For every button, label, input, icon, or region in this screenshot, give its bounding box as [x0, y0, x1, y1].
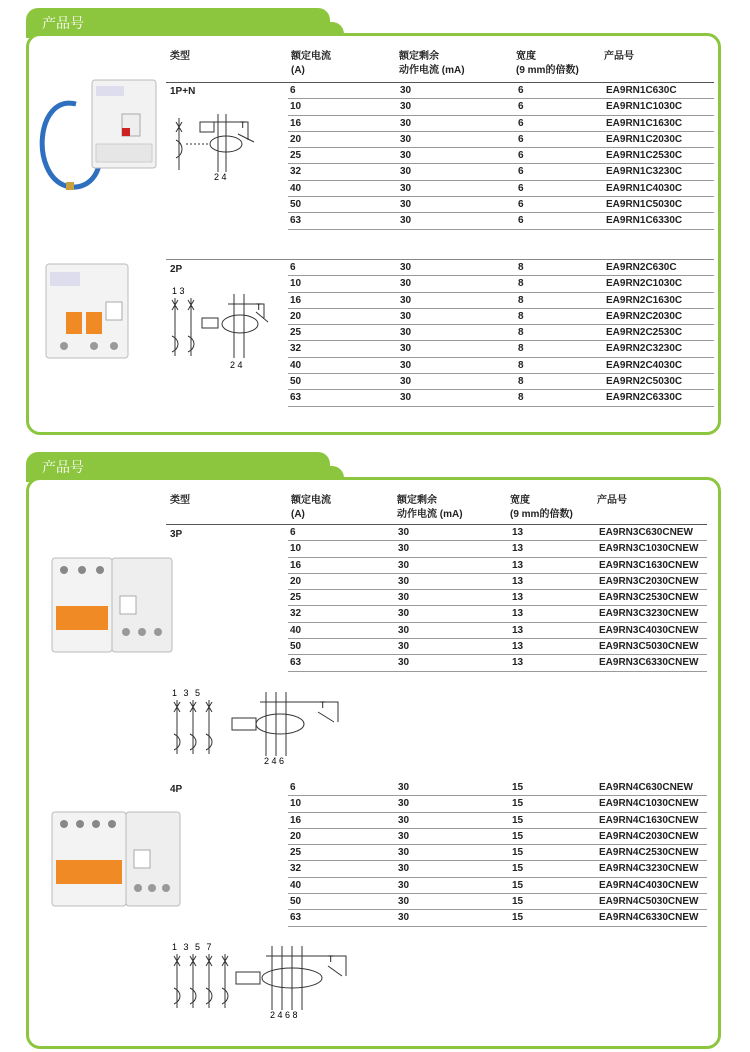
rated-current-cell: 6 [290, 527, 296, 538]
product-code-cell: EA9RN4C2530CNEW [599, 847, 699, 859]
table-row [288, 148, 714, 164]
width-cell: 13 [512, 559, 524, 571]
table-row [288, 390, 714, 406]
header-current-unit: (A) [291, 65, 305, 76]
header-current-2 [291, 494, 331, 522]
table-row [288, 606, 707, 622]
table-group-1p-n [288, 83, 714, 230]
width-cell: 8 [518, 327, 524, 339]
width-cell: 13 [512, 657, 524, 669]
wiring-diagram-3p [168, 688, 348, 768]
product-code-cell: EA9RN4C2030CNEW [599, 830, 699, 842]
wiring-diagram-1p-n [168, 110, 278, 190]
width-cell: 8 [518, 392, 524, 404]
product-code-cell: EA9RN2C2530C [606, 327, 683, 339]
diagram-4-top-terminals: 1 3 5 7 [172, 942, 212, 952]
table-group-3p [288, 525, 707, 672]
rated-current-cell: 50 [290, 376, 302, 388]
width-cell: 13 [512, 527, 524, 538]
group-type-4: 4P [170, 784, 183, 795]
table-row [288, 276, 714, 292]
product-code-cell: EA9RN3C2030CNEW [599, 575, 699, 587]
rated-current-cell: 25 [290, 327, 302, 339]
width-cell: 6 [518, 215, 524, 227]
residual-current-cell: 30 [398, 543, 410, 555]
width-cell: 8 [518, 294, 524, 306]
residual-current-cell: 30 [400, 294, 412, 306]
table-row [288, 861, 707, 877]
table-row [288, 99, 714, 115]
width-cell: 8 [518, 376, 524, 388]
residual-current-cell: 30 [400, 376, 412, 388]
header-residual-label: 额定剩余 [399, 51, 439, 62]
product-code-cell: EA9RN2C1630C [606, 294, 683, 306]
table-row [288, 116, 714, 132]
width-cell: 6 [518, 199, 524, 211]
residual-current-cell: 30 [398, 782, 410, 793]
header-current-1 [291, 50, 331, 78]
product-code-cell: EA9RN3C4030CNEW [599, 624, 699, 636]
width-cell: 8 [518, 278, 524, 290]
product-code-cell: EA9RN3C3230CNEW [599, 608, 699, 620]
table-row [288, 213, 714, 229]
product-code-cell: EA9RN3C5030CNEW [599, 641, 699, 653]
rated-current-cell: 40 [290, 879, 302, 891]
width-cell: 15 [512, 798, 524, 810]
section-title-2: 产品号 [42, 459, 84, 475]
product-code-cell: EA9RN4C1030CNEW [599, 798, 699, 810]
product-code-cell: EA9RN2C6330C [606, 392, 683, 404]
rated-current-cell: 63 [290, 912, 302, 924]
rated-current-cell: 25 [290, 847, 302, 859]
product-code-cell: EA9RN2C2030C [606, 310, 683, 322]
product-code-cell: EA9RN2C1030C [606, 278, 683, 290]
width-cell: 13 [512, 624, 524, 636]
rated-current-cell: 32 [290, 343, 302, 355]
width-cell: 13 [512, 575, 524, 587]
header-width-unit: (9 mm的倍数) [516, 65, 579, 76]
rated-current-cell: 16 [290, 559, 302, 571]
table-group-4p [288, 780, 707, 927]
product-code-cell: EA9RN3C2530CNEW [599, 592, 699, 604]
width-cell: 13 [512, 543, 524, 555]
rated-current-cell: 63 [290, 657, 302, 669]
rated-current-cell: 20 [290, 575, 302, 587]
rated-current-cell: 6 [290, 85, 296, 96]
residual-current-cell: 30 [398, 847, 410, 859]
residual-current-cell: 30 [398, 814, 410, 826]
residual-current-cell: 30 [400, 199, 412, 211]
table-row [288, 341, 714, 357]
table-row [288, 639, 707, 655]
width-cell: 8 [518, 359, 524, 371]
rated-current-cell: 63 [290, 215, 302, 227]
residual-current-cell: 30 [400, 392, 412, 404]
diagram-2-test-label: T [256, 302, 262, 312]
rated-current-cell: 16 [290, 294, 302, 306]
table-row [288, 590, 707, 606]
rated-current-cell: 50 [290, 641, 302, 653]
width-cell: 15 [512, 814, 524, 826]
header-width-1 [516, 50, 579, 78]
residual-current-cell: 30 [400, 166, 412, 178]
rated-current-cell: 16 [290, 117, 302, 129]
table-row [288, 845, 707, 861]
residual-current-cell: 30 [398, 863, 410, 875]
table-row [288, 374, 714, 390]
residual-current-cell: 30 [398, 641, 410, 653]
header-current-unit-2: (A) [291, 509, 305, 520]
residual-current-cell: 30 [400, 150, 412, 162]
residual-current-cell: 30 [400, 215, 412, 227]
rated-current-cell: 25 [290, 150, 302, 162]
residual-current-cell: 30 [398, 912, 410, 924]
rated-current-cell: 50 [290, 896, 302, 908]
rated-current-cell: 32 [290, 608, 302, 620]
width-cell: 6 [518, 166, 524, 178]
product-image-2p [44, 262, 130, 362]
width-cell: 6 [518, 117, 524, 129]
rated-current-cell: 25 [290, 592, 302, 604]
product-code-cell: EA9RN4C1630CNEW [599, 814, 699, 826]
product-code-cell: EA9RN1C630C [606, 85, 677, 96]
wiring-diagram-4p [168, 942, 358, 1022]
header-width-unit-2: (9 mm的倍数) [510, 509, 573, 520]
residual-current-cell: 30 [398, 575, 410, 587]
product-code-cell: EA9RN1C2530C [606, 150, 683, 162]
product-code-cell: EA9RN1C6330C [606, 215, 683, 227]
product-image-3p [50, 556, 176, 656]
rated-current-cell: 20 [290, 133, 302, 145]
product-code-cell: EA9RN3C1630CNEW [599, 559, 699, 571]
header-current-label: 额定电流 [291, 51, 331, 62]
header-residual-unit-2: 动作电流 (mA) [397, 509, 463, 520]
residual-current-cell: 30 [398, 592, 410, 604]
product-code-cell: EA9RN1C2030C [606, 133, 683, 145]
header-type-1: 类型 [170, 51, 190, 62]
rated-current-cell: 40 [290, 182, 302, 194]
rated-current-cell: 20 [290, 310, 302, 322]
residual-current-cell: 30 [400, 117, 412, 129]
header-residual-2 [397, 494, 463, 522]
table-row [288, 878, 707, 894]
header-type-2: 类型 [170, 495, 190, 506]
rated-current-cell: 40 [290, 359, 302, 371]
residual-current-cell: 30 [400, 327, 412, 339]
rated-current-cell: 10 [290, 278, 302, 290]
table-row [288, 293, 714, 309]
group-type-3: 3P [170, 529, 183, 540]
width-cell: 6 [518, 85, 524, 96]
residual-current-cell: 30 [400, 101, 412, 113]
table-row [288, 796, 707, 812]
table-row [288, 558, 707, 574]
product-image-1p-n [36, 74, 164, 194]
table-row [288, 325, 714, 341]
residual-current-cell: 30 [398, 624, 410, 636]
width-cell: 15 [512, 830, 524, 842]
section-title-1: 产品号 [42, 15, 84, 31]
width-cell: 13 [512, 641, 524, 653]
diagram-1-test-label: T [240, 120, 246, 130]
product-code-cell: EA9RN2C4030C [606, 359, 683, 371]
header-residual-unit: 动作电流 (mA) [399, 65, 465, 76]
diagram-2-bottom-terminals: 2 4 [230, 360, 243, 370]
width-cell: 6 [518, 101, 524, 113]
width-cell: 15 [512, 896, 524, 908]
product-code-cell: EA9RN3C6330CNEW [599, 657, 699, 669]
table-row [288, 910, 707, 926]
rated-current-cell: 10 [290, 798, 302, 810]
residual-current-cell: 30 [400, 85, 412, 96]
product-code-cell: EA9RN4C3230CNEW [599, 863, 699, 875]
table-group-2p [288, 260, 714, 407]
width-cell: 13 [512, 592, 524, 604]
product-code-cell: EA9RN4C5030CNEW [599, 896, 699, 908]
product-code-cell: EA9RN4C6330CNEW [599, 912, 699, 924]
product-code-cell: EA9RN1C5030C [606, 199, 683, 211]
residual-current-cell: 30 [398, 559, 410, 571]
residual-current-cell: 30 [400, 343, 412, 355]
header-product-1: 产品号 [604, 51, 634, 62]
diagram-2-top-terminals: 1 3 [172, 286, 185, 296]
width-cell: 8 [518, 310, 524, 322]
table-row [288, 83, 714, 99]
rated-current-cell: 16 [290, 814, 302, 826]
diagram-4-bottom-terminals: 2 4 6 8 [270, 1010, 298, 1020]
residual-current-cell: 30 [398, 896, 410, 908]
width-cell: 15 [512, 782, 524, 793]
residual-current-cell: 30 [400, 278, 412, 290]
product-code-cell: EA9RN1C1630C [606, 117, 683, 129]
diagram-1-terminals: 2 4 [214, 172, 227, 182]
table-row [288, 574, 707, 590]
table-row [288, 260, 714, 276]
header-current-label-2: 额定电流 [291, 495, 331, 506]
rated-current-cell: 10 [290, 543, 302, 555]
product-code-cell: EA9RN1C1030C [606, 101, 683, 113]
diagram-3-bottom-terminals: 2 4 6 [264, 756, 285, 766]
residual-current-cell: 30 [398, 608, 410, 620]
rated-current-cell: 6 [290, 262, 296, 273]
header-product-2: 产品号 [597, 495, 627, 506]
group-type-2: 2P [170, 264, 183, 275]
table-row [288, 894, 707, 910]
width-cell: 8 [518, 262, 524, 273]
product-code-cell: EA9RN2C3230C [606, 343, 683, 355]
table-row [288, 813, 707, 829]
product-code-cell: EA9RN1C4030C [606, 182, 683, 194]
rated-current-cell: 63 [290, 392, 302, 404]
residual-current-cell: 30 [398, 657, 410, 669]
header-residual-label-2: 额定剩余 [397, 495, 437, 506]
residual-current-cell: 30 [398, 879, 410, 891]
width-cell: 6 [518, 182, 524, 194]
residual-current-cell: 30 [398, 830, 410, 842]
residual-current-cell: 30 [400, 359, 412, 371]
product-code-cell: EA9RN3C630CNEW [599, 527, 693, 538]
residual-current-cell: 30 [400, 182, 412, 194]
table-row [288, 358, 714, 374]
rated-current-cell: 6 [290, 782, 296, 793]
residual-current-cell: 30 [400, 262, 412, 273]
table-row [288, 197, 714, 213]
product-code-cell: EA9RN4C4030CNEW [599, 879, 699, 891]
diagram-3-test-label: T [320, 700, 326, 710]
table-row [288, 541, 707, 557]
product-code-cell: EA9RN2C630C [606, 262, 677, 273]
width-cell: 6 [518, 133, 524, 145]
rated-current-cell: 50 [290, 199, 302, 211]
header-width-label-2: 宽度 [510, 495, 530, 506]
product-code-cell: EA9RN3C1030CNEW [599, 543, 699, 555]
width-cell: 13 [512, 608, 524, 620]
diagram-4-test-label: T [328, 954, 334, 964]
table-row [288, 525, 707, 541]
product-code-cell: EA9RN2C5030C [606, 376, 683, 388]
diagram-3-top-terminals: 1 3 5 [172, 688, 201, 698]
table-row [288, 623, 707, 639]
rated-current-cell: 40 [290, 624, 302, 636]
group-type-1: 1P+N [170, 86, 196, 97]
table-row [288, 780, 707, 796]
header-residual-1 [399, 50, 465, 78]
product-code-cell: EA9RN4C630CNEW [599, 782, 693, 793]
header-width-2 [510, 494, 573, 522]
table-row [288, 164, 714, 180]
header-width-label: 宽度 [516, 51, 536, 62]
rated-current-cell: 20 [290, 830, 302, 842]
residual-current-cell: 30 [400, 133, 412, 145]
table-row [288, 655, 707, 671]
width-cell: 15 [512, 863, 524, 875]
width-cell: 15 [512, 879, 524, 891]
wiring-diagram-2p [168, 286, 278, 372]
width-cell: 6 [518, 150, 524, 162]
residual-current-cell: 30 [398, 527, 410, 538]
table-row [288, 829, 707, 845]
product-code-cell: EA9RN1C3230C [606, 166, 683, 178]
rated-current-cell: 10 [290, 101, 302, 113]
table-row [288, 181, 714, 197]
width-cell: 15 [512, 912, 524, 924]
width-cell: 8 [518, 343, 524, 355]
residual-current-cell: 30 [400, 310, 412, 322]
product-image-4p [50, 810, 184, 910]
residual-current-cell: 30 [398, 798, 410, 810]
rated-current-cell: 32 [290, 863, 302, 875]
table-row [288, 132, 714, 148]
table-row [288, 309, 714, 325]
width-cell: 15 [512, 847, 524, 859]
rated-current-cell: 32 [290, 166, 302, 178]
